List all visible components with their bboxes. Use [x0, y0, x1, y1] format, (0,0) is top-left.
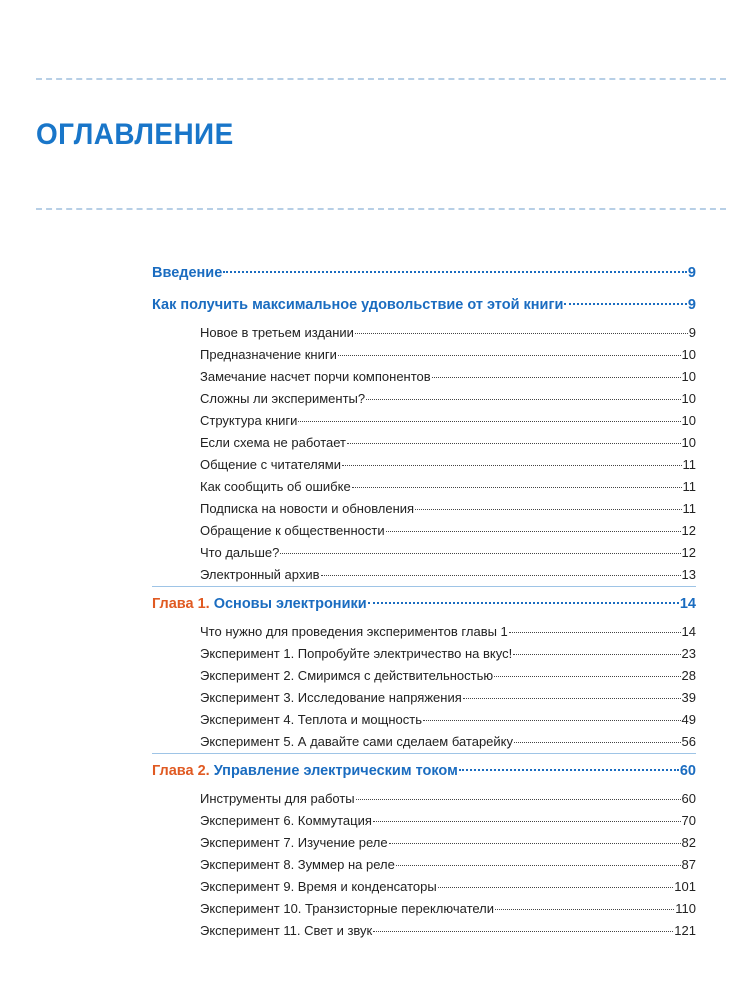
- toc-entry-label: Подписка на новости и обновления: [200, 501, 415, 516]
- dot-leader: [366, 399, 680, 400]
- toc-entry[interactable]: [200, 322, 696, 344]
- toc-page-number: 87: [681, 857, 696, 872]
- toc-page-number: 70: [681, 813, 696, 828]
- page-title: ОГЛАВЛЕНИЕ: [36, 118, 234, 151]
- toc-entry-label: Электронный архив: [200, 567, 320, 582]
- toc-page-number: 11: [682, 479, 696, 494]
- dot-leader: [396, 865, 681, 866]
- dot-leader: [494, 676, 680, 677]
- chapter-2-item-list: [152, 788, 696, 942]
- toc-chapter-1[interactable]: [152, 586, 696, 621]
- toc-entry[interactable]: [200, 832, 696, 854]
- toc-entry-label: Структура книги: [200, 413, 298, 428]
- toc-entry-label: Если схема не работает: [200, 435, 347, 450]
- toc-entry-label: Общение с читателями: [200, 457, 341, 472]
- toc-page-number: 11: [682, 501, 696, 516]
- toc-entry[interactable]: [200, 788, 696, 810]
- dot-leader: [389, 843, 681, 844]
- toc-entry[interactable]: [200, 476, 696, 498]
- toc-entry-label: Эксперимент 11. Свет и звук: [200, 923, 373, 938]
- dot-leader: [223, 271, 687, 273]
- toc-entry-label: Эксперимент 1. Попробуйте электричество на вкус!: [200, 646, 513, 661]
- toc-page-number: 14: [681, 624, 696, 639]
- toc-page-number: 121: [674, 923, 696, 938]
- toc-entry[interactable]: [200, 665, 696, 687]
- toc-page-number: 9: [688, 325, 696, 340]
- toc-section-label: Введение: [152, 265, 223, 281]
- dot-leader: [352, 487, 682, 488]
- toc-entry[interactable]: [200, 920, 696, 942]
- toc-page-number: 110: [675, 901, 696, 916]
- top-dashed-divider: [36, 78, 726, 80]
- toc-section-how-to[interactable]: [152, 288, 696, 322]
- dot-leader: [342, 465, 682, 466]
- toc-page-number: 14: [679, 596, 696, 612]
- chapter-1-item-list: [152, 621, 696, 753]
- dot-leader: [280, 553, 680, 554]
- toc-entry[interactable]: [200, 854, 696, 876]
- dot-leader: [368, 602, 679, 604]
- chapter-prefix: Глава 2.: [152, 763, 210, 779]
- dot-leader: [298, 421, 680, 422]
- chapter-title: Основы электроники: [213, 596, 367, 612]
- table-of-contents: [152, 258, 696, 942]
- toc-page-number: 101: [674, 879, 696, 894]
- toc-entry-label: Предназначение книги: [200, 347, 337, 362]
- toc-entry-label: Эксперимент 2. Смиримся с действительностью: [200, 668, 494, 683]
- toc-section-intro[interactable]: [152, 258, 696, 288]
- toc-entry[interactable]: [200, 731, 696, 753]
- toc-page-number: 10: [681, 369, 696, 384]
- toc-entry[interactable]: [200, 643, 696, 665]
- dot-leader: [438, 887, 674, 888]
- toc-entry[interactable]: [200, 410, 696, 432]
- toc-chapter-label: [152, 754, 458, 788]
- toc-page-number: 28: [681, 668, 696, 683]
- toc-page-number: 10: [681, 413, 696, 428]
- dot-leader: [321, 575, 681, 576]
- toc-page-number: 49: [681, 712, 696, 727]
- toc-entry[interactable]: [200, 876, 696, 898]
- toc-entry-label: Эксперимент 6. Коммутация: [200, 813, 372, 828]
- dot-leader: [355, 333, 688, 334]
- toc-page-number: 13: [681, 567, 696, 582]
- toc-page-number: 23: [681, 646, 696, 661]
- dot-leader: [564, 303, 687, 305]
- toc-entry[interactable]: [200, 366, 696, 388]
- dot-leader: [463, 698, 681, 699]
- toc-entry[interactable]: [200, 898, 696, 920]
- bottom-dashed-divider: [36, 208, 726, 210]
- toc-page-number: 10: [681, 391, 696, 406]
- chapter-prefix: Глава 1.: [152, 596, 210, 612]
- toc-entry[interactable]: [200, 542, 696, 564]
- dot-leader: [356, 799, 681, 800]
- toc-entry-label: Эксперимент 3. Исследование напряжения: [200, 690, 462, 705]
- dot-leader: [513, 654, 680, 655]
- toc-page-number: 10: [681, 347, 696, 362]
- toc-chapter-2[interactable]: [152, 753, 696, 788]
- toc-entry-label: Обращение к общественности: [200, 523, 385, 538]
- dot-leader: [509, 632, 681, 633]
- dot-leader: [386, 531, 681, 532]
- toc-entry-label: Замечание насчет порчи компонентов: [200, 369, 431, 384]
- toc-entry[interactable]: [200, 520, 696, 542]
- dot-leader: [514, 742, 681, 743]
- toc-entry[interactable]: [200, 498, 696, 520]
- dot-leader: [432, 377, 681, 378]
- toc-entry[interactable]: [200, 388, 696, 410]
- toc-entry[interactable]: [200, 454, 696, 476]
- chapter-title: Управление электрическим током: [213, 763, 458, 779]
- toc-page-number: 11: [682, 457, 696, 472]
- toc-entry-label: Инструменты для работы: [200, 791, 355, 806]
- dot-leader: [459, 769, 679, 771]
- toc-page-number: 60: [679, 763, 696, 779]
- toc-page-number: 12: [681, 523, 696, 538]
- toc-entry-label: Эксперимент 4. Теплота и мощность: [200, 712, 422, 727]
- how-to-item-list: [152, 322, 696, 586]
- toc-entry-label: Эксперимент 7. Изучение реле: [200, 835, 388, 850]
- toc-page-number: 39: [681, 690, 696, 705]
- toc-section-label: Как получить максимальное удовольствие от этой книги: [152, 297, 564, 313]
- toc-entry[interactable]: [200, 621, 696, 643]
- toc-entry[interactable]: [200, 810, 696, 832]
- toc-page-number: 12: [681, 545, 696, 560]
- toc-entry-label: Эксперимент 5. А давайте сами сделаем батарейку: [200, 734, 514, 749]
- toc-entry-label: Что нужно для проведения экспериментов главы 1: [200, 624, 508, 639]
- toc-entry[interactable]: [200, 687, 696, 709]
- toc-entry-label: Что дальше?: [200, 545, 280, 560]
- toc-entry[interactable]: [200, 564, 696, 586]
- toc-page-number: 82: [681, 835, 696, 850]
- toc-entry[interactable]: [200, 344, 696, 366]
- toc-page-number: 9: [687, 297, 696, 313]
- toc-entry-label: Эксперимент 10. Транзисторные переключатели: [200, 901, 495, 916]
- toc-entry-label: Эксперимент 8. Зуммер на реле: [200, 857, 395, 872]
- toc-entry-label: Как сообщить об ошибке: [200, 479, 351, 494]
- toc-page-number: 9: [687, 265, 696, 281]
- toc-page-number: 60: [681, 791, 696, 806]
- toc-entry-label: Сложны ли эксперименты?: [200, 391, 366, 406]
- toc-page-number: 10: [681, 435, 696, 450]
- dot-leader: [338, 355, 681, 356]
- toc-chapter-label: [152, 587, 367, 621]
- dot-leader: [347, 443, 681, 444]
- dot-leader: [415, 509, 681, 510]
- dot-leader: [495, 909, 674, 910]
- toc-entry-label: Эксперимент 9. Время и конденсаторы: [200, 879, 437, 894]
- dot-leader: [373, 931, 673, 932]
- toc-entry-label: Новое в третьем издании: [200, 325, 354, 340]
- dot-leader: [423, 720, 681, 721]
- toc-entry[interactable]: [200, 432, 696, 454]
- dot-leader: [373, 821, 681, 822]
- toc-page-number: 56: [681, 734, 696, 749]
- toc-entry[interactable]: [200, 709, 696, 731]
